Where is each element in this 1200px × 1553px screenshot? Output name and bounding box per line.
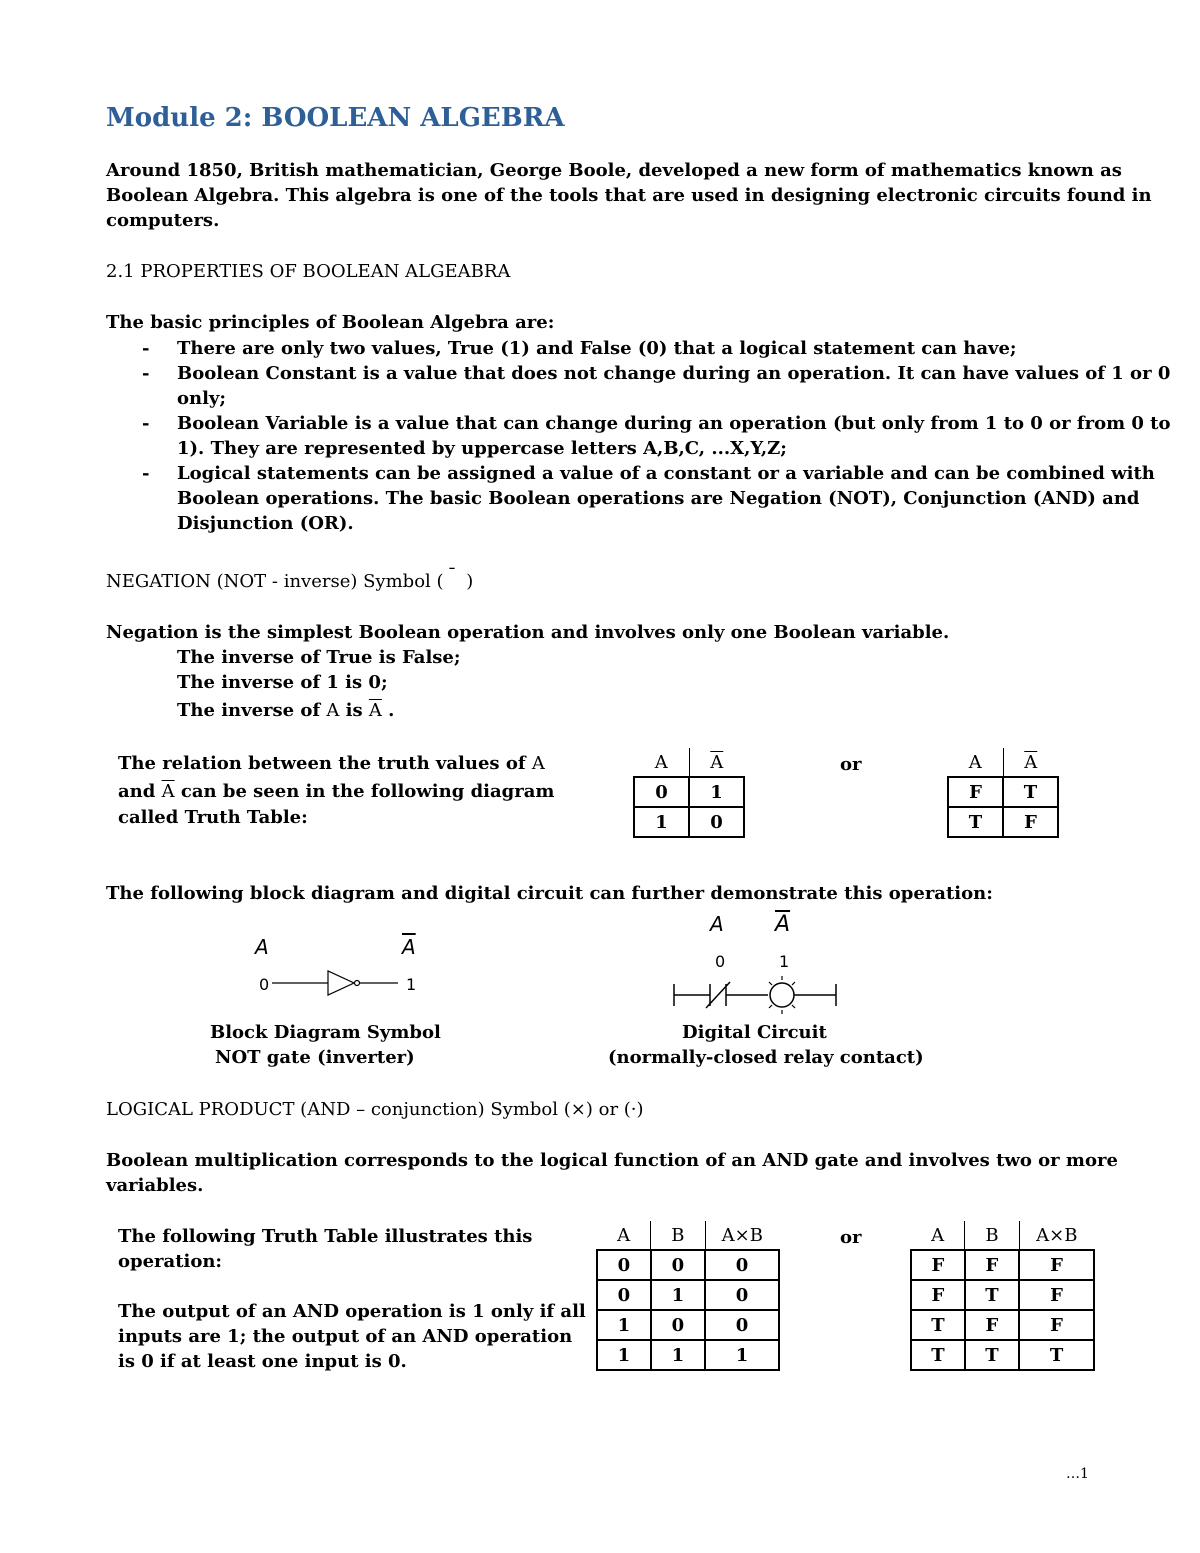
table-cell: F	[1003, 807, 1058, 837]
circuit-caption-1: Digital Circuit	[682, 1022, 827, 1043]
table-header-cell	[689, 748, 744, 777]
table-cell: 0	[705, 1280, 779, 1310]
var-a-bar: $\overline{A}$	[368, 700, 382, 721]
table-cell: 1	[651, 1280, 705, 1310]
intro-line-2: Boolean Algebra. This algebra is one of the tools that are used in designing electronic circuits found in	[106, 185, 1152, 206]
header-a-bar: $\overline{A}$	[710, 751, 724, 773]
table-cell: T	[911, 1340, 965, 1370]
var-a: A	[531, 753, 545, 774]
table-header-cell: A	[911, 1221, 965, 1250]
header-a-bar: $\overline{A}$	[1024, 751, 1038, 773]
circuit-in-label: A	[710, 912, 724, 936]
bullet-dash: -	[142, 338, 150, 359]
block-in-label: A	[255, 935, 269, 959]
table-header-cell: A	[634, 748, 689, 777]
var-a: A	[326, 700, 340, 721]
inverse-line-2: The inverse of 1 is 0;	[177, 672, 388, 693]
and-truth-table-logical	[910, 1221, 1095, 1371]
table-cell: F	[1019, 1310, 1094, 1340]
table-cell: F	[911, 1250, 965, 1280]
principle-4-line-3: Disjunction (OR).	[177, 513, 354, 534]
table-cell: 0	[651, 1250, 705, 1280]
principle-3-line-1: Boolean Variable is a value that can change during an operation (but only from 1 to 0 or from 0 to	[177, 413, 1171, 434]
and-heading-text: LOGICAL PRODUCT (AND – conjunction) Symbol (	[106, 1099, 571, 1120]
table-cell: 0	[651, 1310, 705, 1340]
table-cell: 0	[597, 1250, 651, 1280]
principle-2-line-2: only;	[177, 388, 227, 409]
not-truth-table-logical	[947, 748, 1059, 838]
and-tt-line-2: operation:	[118, 1251, 223, 1272]
table-cell: 1	[689, 777, 744, 807]
and-output-line-3: is 0 if at least one input is 0.	[118, 1351, 407, 1372]
table-cell: 0	[634, 777, 689, 807]
table-cell: T	[965, 1340, 1019, 1370]
relation-line-1-text: The relation between the truth values of	[118, 753, 532, 774]
table-header-cell: A×B	[1019, 1221, 1094, 1250]
table-cell: 1	[651, 1340, 705, 1370]
block-intro: The following block diagram and digital circuit can further demonstrate this operation:	[106, 883, 993, 904]
table-cell: F	[965, 1250, 1019, 1280]
relay-contact-icon	[668, 974, 843, 1016]
intro-line-1: Around 1850, British mathematician, George Boole, developed a new form of mathematics known as	[106, 160, 1122, 181]
and-heading-mid: ) or (	[585, 1099, 631, 1120]
table-cell: 0	[705, 1250, 779, 1280]
table-header-cell	[1003, 748, 1058, 777]
inverse-line-1: The inverse of True is False;	[177, 647, 461, 668]
section-heading: 2.1 PROPERTIES OF BOOLEAN ALGEABRA	[106, 261, 511, 282]
principle-4-line-1: Logical statements can be assigned a value of a constant or a variable and can be combined with	[177, 463, 1155, 484]
inverse-line-3-pre: The inverse of	[177, 700, 327, 721]
table-cell: 0	[597, 1280, 651, 1310]
relation-line-2-pre: and	[118, 781, 162, 802]
intro-line-3: computers.	[106, 210, 220, 231]
negation-heading-close: )	[460, 571, 474, 592]
dot-symbol: ·	[630, 1099, 637, 1120]
and-output-line-1: The output of an AND operation is 1 only if all	[118, 1301, 586, 1322]
bullet-dash: -	[142, 363, 150, 384]
table-cell: F	[911, 1280, 965, 1310]
principle-2-line-1: Boolean Constant is a value that does not change during an operation. It can have values of 1 or 0	[177, 363, 1171, 384]
table-header-cell: A×B	[705, 1221, 779, 1250]
principle-4-line-2: Boolean operations. The basic Boolean operations are Negation (NOT), Conjunction (AND) and	[177, 488, 1140, 509]
relation-line-2-post: can be seen in the following diagram	[174, 781, 555, 802]
bullet-dash: -	[142, 463, 150, 484]
circuit-out-label: $\overline{A}$	[775, 912, 791, 937]
table-header-cell: A	[948, 748, 1003, 777]
block-caption-2: NOT gate (inverter)	[215, 1047, 415, 1068]
and-desc-line-1: Boolean multiplication corresponds to the logical function of an AND gate and involves two or more	[106, 1150, 1118, 1171]
negation-heading	[106, 565, 474, 594]
or-label: or	[840, 754, 862, 775]
and-tt-line-1: The following Truth Table illustrates this	[118, 1226, 533, 1247]
times-symbol: ×	[570, 1099, 586, 1120]
and-truth-table-numeric	[596, 1221, 780, 1371]
block-caption-1: Block Diagram Symbol	[210, 1022, 441, 1043]
table-cell: T	[965, 1280, 1019, 1310]
not-gate-icon	[270, 966, 400, 1000]
table-cell: F	[948, 777, 1003, 807]
table-cell: F	[1019, 1280, 1094, 1310]
inverse-line-3	[177, 698, 394, 723]
table-header-cell: B	[651, 1221, 705, 1250]
block-out-value: 1	[406, 975, 417, 994]
bullet-dash: -	[142, 413, 150, 434]
page-number: …1	[1066, 1466, 1089, 1482]
and-desc-line-2: variables.	[106, 1175, 204, 1196]
principle-3-line-2: 1). They are represented by uppercase letters A,B,C, ...X,Y,Z;	[177, 438, 787, 459]
overbar-symbol: ¯	[447, 565, 457, 586]
relation-line-3: called Truth Table:	[118, 807, 308, 828]
table-cell: T	[911, 1310, 965, 1340]
and-output-line-2: inputs are 1; the output of an AND operation	[118, 1326, 573, 1347]
table-cell: 0	[689, 807, 744, 837]
and-heading	[106, 1097, 644, 1122]
negation-desc: Negation is the simplest Boolean operation and involves only one Boolean variable.	[106, 622, 950, 643]
inverse-line-3-end: .	[381, 700, 395, 721]
relation-line-1	[118, 751, 545, 776]
table-cell: T	[948, 807, 1003, 837]
or-label: or	[840, 1227, 862, 1248]
circuit-in-value: 0	[715, 952, 726, 971]
circuit-out-value: 1	[779, 952, 790, 971]
principle-1-line-1: There are only two values, True (1) and False (0) that a logical statement can have;	[177, 338, 1017, 359]
table-cell: T	[1019, 1340, 1094, 1370]
table-header-cell: B	[965, 1221, 1019, 1250]
relation-line-2	[118, 779, 554, 804]
table-cell: 0	[705, 1310, 779, 1340]
table-cell: 1	[705, 1340, 779, 1370]
and-heading-close: )	[636, 1099, 644, 1120]
circuit-caption-2: (normally-closed relay contact)	[608, 1047, 924, 1068]
principles-heading: The basic principles of Boolean Algebra are:	[106, 312, 555, 333]
negation-heading-text: NEGATION (NOT - inverse) Symbol (	[106, 571, 444, 592]
table-cell: T	[1003, 777, 1058, 807]
page-title: Module 2: BOOLEAN ALGEBRA	[106, 103, 565, 133]
table-cell: F	[1019, 1250, 1094, 1280]
table-cell: 1	[597, 1340, 651, 1370]
table-cell: 1	[634, 807, 689, 837]
var-a-bar: $\overline{A}$	[161, 781, 175, 802]
table-cell: F	[965, 1310, 1019, 1340]
not-truth-table-numeric	[633, 748, 745, 838]
block-in-value: 0	[259, 975, 270, 994]
table-cell: 1	[597, 1310, 651, 1340]
block-out-label: $\overline{A}$	[402, 935, 416, 959]
table-header-cell: A	[597, 1221, 651, 1250]
inverse-line-3-mid: is	[339, 700, 369, 721]
